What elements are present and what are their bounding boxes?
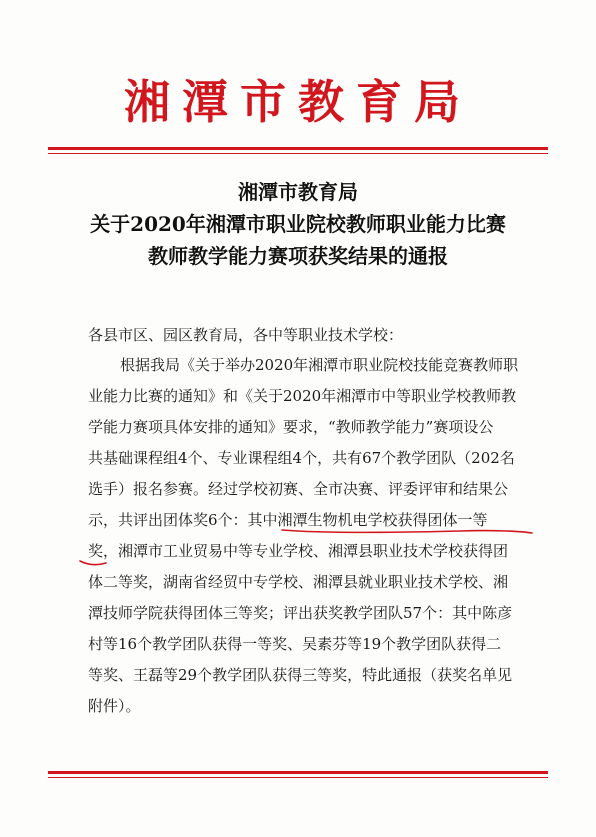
document-title xyxy=(0,176,596,272)
title-line-1: 湘潭市教育局 xyxy=(238,180,358,204)
body-line-1: 根据我局《关于举办2020年湘潭市职业院校技能竞赛教师职 xyxy=(120,356,519,374)
body-line-4: 共基础课程组4个、专业课程组4个，共有67个教学团队（202名 xyxy=(88,449,515,467)
footer-rule-thick xyxy=(48,771,548,774)
body-line-3: 学能力赛项具体安排的通知》要求，“教师教学能力”赛项设公 xyxy=(88,418,494,436)
body-line-10: 村等16个教学团队获得一等奖、吴素芬等19个教学团队获得二 xyxy=(88,635,502,653)
body-line-12: 附件）。 xyxy=(88,697,141,715)
body-line-5: 选手）报名参赛。经过学校初赛、全市决赛、评委评审和结果公 xyxy=(88,480,509,498)
body-line-8: 体二等奖，湖南省经贸中专学校、湘潭县就业职业技术学校、湘 xyxy=(88,573,509,591)
salutation: 各县市区、园区教育局，各中等职业技术学校： xyxy=(88,326,404,344)
body-line-7: 奖，湘潭市工业贸易中等专业学校、湘潭县职业技术学校获得团 xyxy=(88,542,509,560)
agency-masthead: 湘潭市教育局 xyxy=(124,75,472,129)
masthead-rule-thin xyxy=(48,153,548,154)
body-line-9: 潭技师学院获得团体三等奖；评出获奖教学团队57个：其中陈彦 xyxy=(88,604,513,622)
title-line-2: 关于2020年湘潭市职业院校教师职业能力比赛 xyxy=(90,212,506,236)
body-line-11: 等奖、王磊等29个教学团队获得三等奖，特此通报（获奖名单见 xyxy=(88,666,513,684)
title-line-3: 教师教学能力赛项获奖结果的通报 xyxy=(148,244,448,268)
body-paragraph xyxy=(88,350,528,722)
body-line-6: 示，共评出团体奖6个：其中湘潭生物机电学校获得团体一等 xyxy=(88,511,488,529)
body-line-2: 业能力比赛的通知》和《关于2020年湘潭市中等职业学校教师教 xyxy=(88,387,517,405)
masthead-rule-thick xyxy=(48,147,548,150)
footer-rule-thin xyxy=(48,777,548,778)
